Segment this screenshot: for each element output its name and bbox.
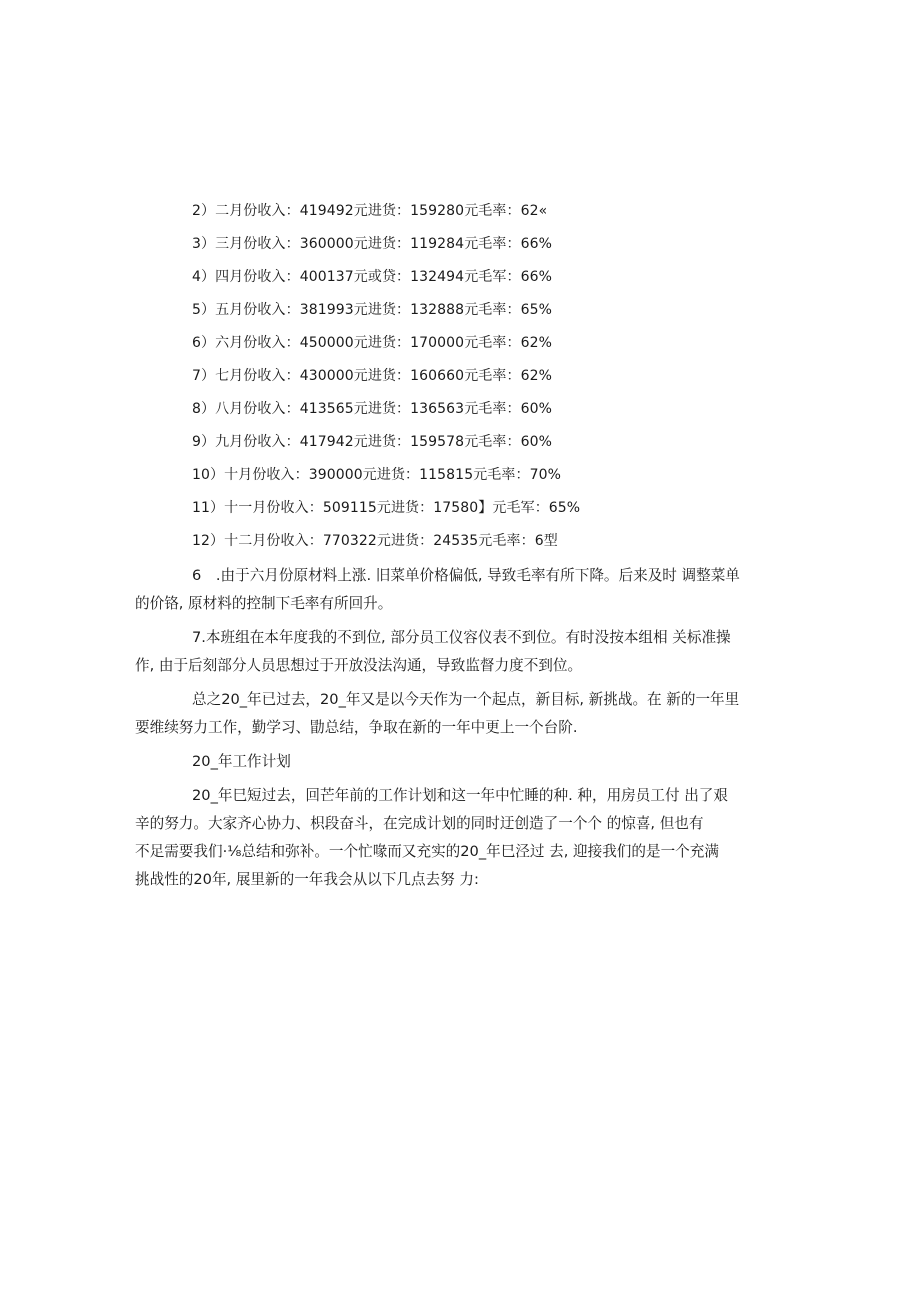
monthly-row-feb: 2）二月份收入：419492元进货：159280元毛率：62« <box>192 203 548 219</box>
monthly-row-jul: 7）七月份收入：430000元进货：160660元毛率：62% <box>192 368 553 384</box>
paragraph-line: 要维续努力工作，勤学习、勖总结，争取在新的一年中更上一个台阶. <box>135 719 578 736</box>
body-text <box>135 562 785 900</box>
plan-paragraph <box>135 782 785 894</box>
monthly-revenue-list <box>192 199 812 562</box>
paragraph-line: 辛的努力。大家齐心协力、枳段奋斗，在完成计划的同时迂创造了一个个 的惊喜, 但也有 <box>135 815 704 832</box>
plan-title: 20_年工作计划 <box>192 753 291 770</box>
paragraph-item-7 <box>135 624 785 680</box>
paragraph-line: 总之20_年已过去，20_年又是以今天作为一个起点，新目标, 新挑战。在 新的一年里 <box>192 691 740 708</box>
monthly-row-jun: 6）六月份收入：450000元进货：170000元毛率：62% <box>192 335 553 351</box>
paragraph-line: 挑战性的20年, 展里新的一年我会从以下几点去努 力: <box>135 871 479 888</box>
paragraph-line: 6 .由于六月份原材料上涨. 旧菜单价格偏低, 导致毛率有所下降。后来及时 调整菜单 <box>192 567 740 584</box>
monthly-row-apr: 4）四月份收入：400137元或贷：132494元毛军：66% <box>192 269 553 285</box>
monthly-row-nov: 11）十一月份收入：509115元进货：17580】元毛军：65% <box>192 500 581 516</box>
monthly-row-may: 5）五月份收入：381993元进货：132888元毛率：65% <box>192 302 553 318</box>
monthly-row-oct: 10）十月份收入：390000元进货：115815元毛率：70% <box>192 467 562 483</box>
monthly-row-mar: 3）三月份收入：360000元进货：119284元毛率：66% <box>192 236 553 252</box>
paragraph-line: 7.本班组在本年度我的不到位, 部分员工仪容仪表不到位。有时没按本组相 关标准操 <box>192 629 731 646</box>
monthly-row-sep: 9）九月份收入：417942元进货：159578元毛率：60% <box>192 434 553 450</box>
paragraph-item-6 <box>135 562 785 618</box>
paragraph-line: 作, 由于后刻部分人员思想过于开放没法沟通，导致监督力度不到位。 <box>135 657 583 674</box>
paragraph-line: 不足需要我们·⅛总结和弥补。一个忙喙而又充实的20_年巳泾过 去, 迎接我们的是一个充满 <box>135 843 719 860</box>
summary-paragraph <box>135 686 785 742</box>
paragraph-line: 20_年巳短过去，回芒年前的工作计划和这一年中忙睡的种. 种，用房员工付 出了艰 <box>192 787 728 804</box>
monthly-row-dec: 12）十二月份收入：770322元进货：24535元毛率：6型 <box>192 533 558 549</box>
monthly-row-aug: 8）八月份收入：413565元进货：136563元毛率：60% <box>192 401 553 417</box>
paragraph-line: 的价铬, 原材料的控制下毛率有所回升。 <box>135 595 393 612</box>
